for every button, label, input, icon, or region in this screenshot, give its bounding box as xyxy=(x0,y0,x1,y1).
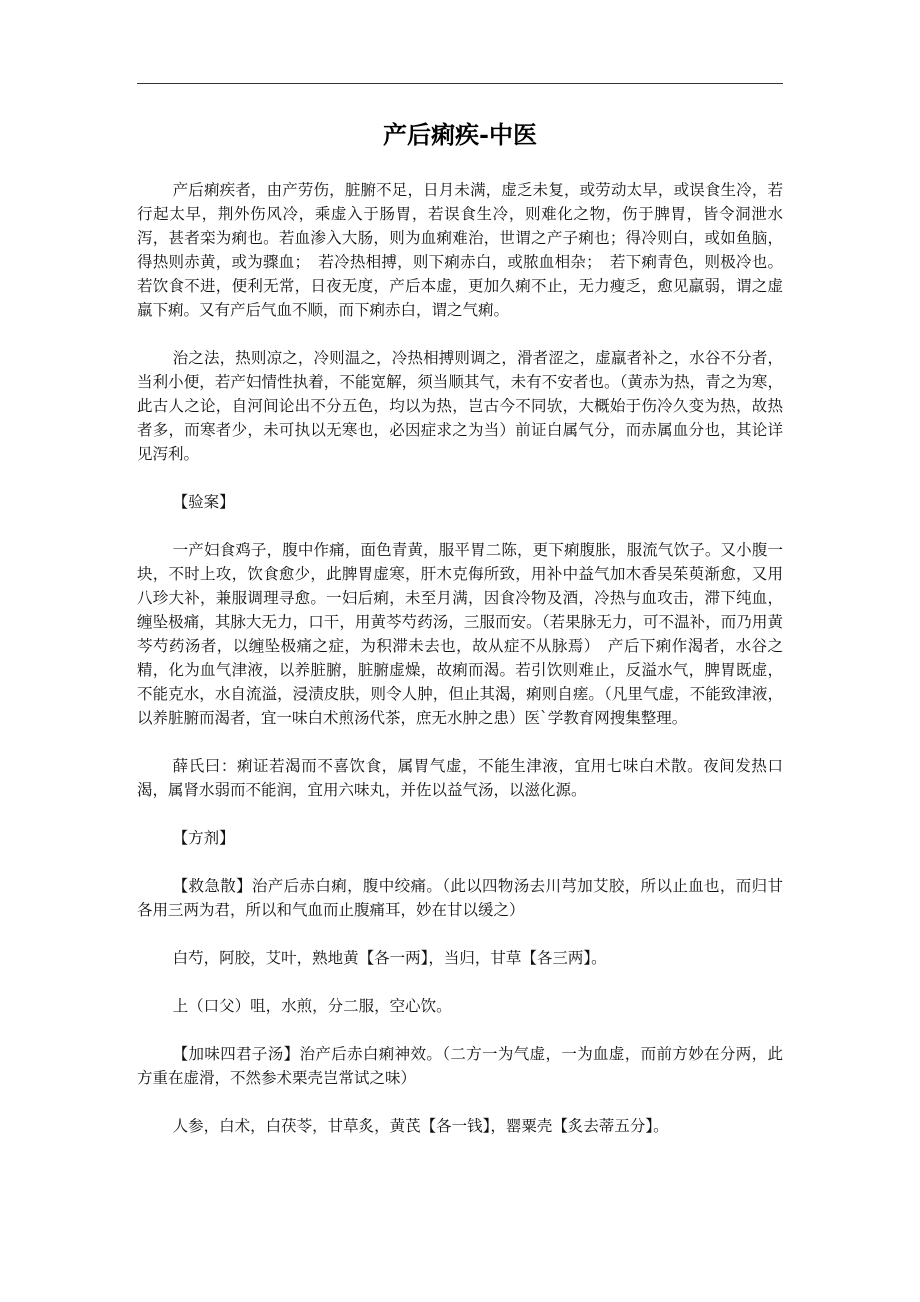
paragraph-jiuji-method: 上（口父）咀，水煎，分二服，空心饮。 xyxy=(172,997,452,1015)
document-body xyxy=(137,178,783,1162)
header-rule xyxy=(137,83,783,84)
paragraph-xue-shi: 薛氏曰：痢证若渴而不喜饮食，属胃气虚，不能生津液，宜用七味白术散。夜间发热口渴，属肾水弱而不能润，宜用六味丸，并佐以益气汤，以滋化源。 xyxy=(137,757,783,799)
section-heading-cases: 【验案】 xyxy=(172,493,235,511)
section-heading-formulas: 【方剂】 xyxy=(172,829,235,847)
paragraph-jiuji-ingredients: 白芍，阿胶，艾叶，熟地黄【各一两】，当归，甘草【各三两】。 xyxy=(172,949,607,967)
paragraph-jiuji-san: 【救急散】治产后赤白痢，腹中绞痛。（此以四物汤去川芎加艾胶，所以止血也，而归甘各用三两为君，所以和气血而止腹痛耳，妙在甘以缓之） xyxy=(137,877,783,919)
paragraph-cases: 一产妇食鸡子，腹中作痛，面色青黄，服平胃二陈，更下痢腹胀，服流气饮子。又小腹一块，不时上攻，饮食愈少，此脾胃虚寒，肝木克侮所致，用补中益气加木香吴茱萸渐愈，又用八珍大补，兼服调理寻愈。一妇后痢，未至月满，因食冷物及酒，冷热与血攻击，滞下纯血，缠坠极痛，其脉大无力，口干，用黄芩芍药汤，三服而安。（若果脉无力，可不温补，而乃用黄芩芍药汤者，以缠坠极痛之症，为积滞未去也，故从症不从脉焉） 产后下痢作渴者，水谷之精，化为血气津液，以养脏腑，脏腑虚燥，故痢而渴。若引饮则难止，反溢水气，脾胃既虚，不能克水，水自流溢，浸渍皮肤，则令人肿，但止其渴，痢则自瘥。（凡里气虚，不能致津液，以养脏腑而渴者，宜一味白术煎汤代茶，庶无水肿之患）医`学教育网搜集整理。 xyxy=(137,541,783,727)
paragraph-jiawei-ingredients: 人参，白术，白茯苓，甘草炙，黄芪【各一钱】，罂粟壳【炙去蒂五分】。 xyxy=(172,1117,669,1135)
paragraph-jiawei-sijunzi: 【加味四君子汤】治产后赤白痢神效。（二方一为气虚，一为血虚，而前方妙在分两，此方重在虚滑，不然参术栗壳岂常试之味） xyxy=(137,1045,783,1087)
paragraph-treatment: 治之法，热则凉之，冷则温之，冷热相搏则调之，滑者涩之，虚羸者补之，水谷不分者，当利小便，若产妇情性执着，不能宽解，须当顺其气，未有不安者也。（黄赤为热，青之为寒，此古人之论，自河间论出不分五色，均以为热，岂古今不同欤，大概始于伤冷久变为热，故热者多，而寒者少，未可执以无寒也，必因症求之为当）前证白属气分，而赤属血分也，其论详见泻利。 xyxy=(137,349,783,463)
paragraph-intro: 产后痢疾者，由产劳伤，脏腑不足，日月未满，虚乏未复，或劳动太早，或误食生冷，若行起太早，荆外伤风冷，乘虚入于肠胃，若误食生冷，则难化之物，伤于脾胃，皆令洞泄水泻，甚者栾为痢也。若血渗入大肠，则为血痢难治，世谓之产子痢也；得冷则白，或如鱼脑，得热则赤黄，或为骤血； 若冷热相搏，则下痢赤白，或脓血相杂； 若下痢青色，则极冷也。若饮食不进，便利无常，日夜无度，产后本虚，更加久痢不止，无力瘦乏，愈见羸弱，谓之虚羸下痢。又有产后气血不顺，而下痢赤白，谓之气痢。 xyxy=(137,181,783,319)
page-title: 产后痢疾-中医 xyxy=(383,120,537,149)
